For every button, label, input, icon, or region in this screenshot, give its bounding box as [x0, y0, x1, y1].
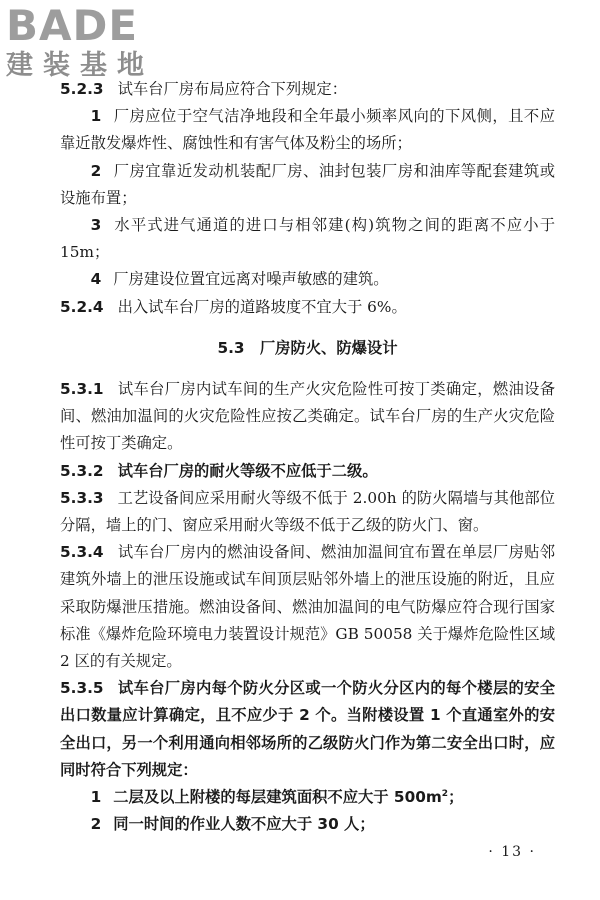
clause-5-3-5-item-2: 2 同一时间的作业人数不应大于 30 人；: [90, 815, 375, 834]
clause-5-2-3: 5.2.3 试车台厂房布局应符合下列规定：: [60, 80, 348, 98]
watermark-subtitle: 建装基地: [6, 50, 154, 81]
page-number: · 13 ·: [488, 844, 536, 860]
clause-5-3-4: 5.3.4 试车台厂房内的燃油设备间、燃油加温间宜布置在单层厂房贴邻建筑外墙上的泄压设施或试车间顶层贴邻外墙上的泄压设施的附近，且应采取防爆泄压措施。燃油设备间、燃油加温间的电气防爆应符合现行国家标准《爆炸危险环境电力装置设计规范》GB 50058 关于爆炸危险性区域 2 区的有关规定。: [60, 543, 555, 671]
document-body: [60, 76, 555, 838]
clause-5-2-3-item-3: 3 水平式进气通道的进口与相邻建(构)筑物之间的距离不应小于 15m；: [60, 216, 555, 262]
clause-5-3-1: 5.3.1 试车台厂房内试车间的生产火灾危险性可按丁类确定，燃油设备间、燃油加温间的火灾危险性应按乙类确定。试车台厂房的生产火灾危险性可按丁类确定。: [60, 380, 555, 453]
watermark-brand: BADE: [6, 1, 139, 50]
section-heading: 5.3 厂房防火、防爆设计: [217, 338, 398, 357]
watermark-logo: [6, 1, 176, 82]
clause-5-3-5-item-1: 1 二层及以上附楼的每层建筑面积不应大于 $500m^2$；: [90, 788, 464, 807]
clause-5-3-3: 5.3.3 工艺设备间应采用耐火等级不低于 2.00h 的防火隔墙与其他部位分隔，墙上的门、窗应采用耐火等级不低于乙级的防火门、窗。: [60, 488, 555, 535]
clause-5-3-2: 5.3.2 试车台厂房的耐火等级不应低于二级。: [60, 461, 378, 480]
clause-5-3-5: 5.3.5 试车台厂房内每个防火分区或一个防火分区内的每个楼层的安全出口数量应计算确定，且不应少于 2 个。当附楼设置 1 个直通室外的安全出口，另一个利用通向相邻场所的乙级防火门作为第二安全出口时，应同时符合下列规定：: [60, 679, 555, 779]
clause-5-2-3-item-1: 1 厂房应位于空气洁净地段和全年最小频率风向的下风侧，且不应靠近散发爆炸性、腐蚀性和有害气体及粉尘的场所；: [60, 107, 555, 153]
clause-5-2-4: 5.2.4 出入试车台厂房的道路坡度不宜大于 6%。: [60, 297, 407, 316]
clause-5-2-3-item-4: 4 厂房建设位置宜远离对噪声敏感的建筑。: [90, 270, 389, 289]
clause-5-2-3-item-2: 2 厂房宜靠近发动机装配厂房、油封包装厂房和油库等配套建筑或设施布置；: [60, 161, 555, 207]
